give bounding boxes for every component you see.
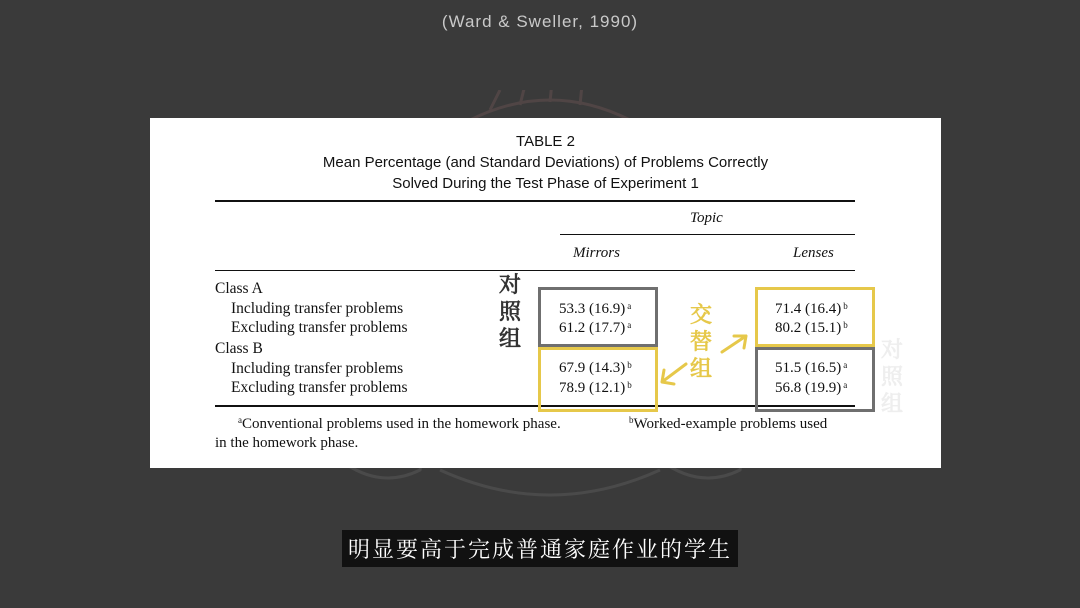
group-label-class-b: Class B bbox=[215, 340, 263, 357]
cell-lenses: 51.5 (16.5) $^a$ bbox=[775, 360, 848, 376]
cell-lenses: 80.2 (15.1) $^b$ bbox=[775, 320, 848, 336]
column-mirrors: Mirrors bbox=[573, 245, 620, 261]
highlight-box-alternate-a-lenses bbox=[755, 287, 875, 347]
topic-rule bbox=[560, 234, 855, 235]
row-label: Including transfer problems bbox=[231, 300, 404, 317]
table-number: TABLE 2 bbox=[516, 133, 575, 150]
footnote-b: $^b$Worked-example problems used bbox=[629, 415, 828, 432]
citation: (Ward & Sweller, 1990) bbox=[441, 12, 639, 31]
highlight-box-control-b-lenses bbox=[755, 347, 875, 412]
row-label: Excluding transfer problems bbox=[231, 319, 408, 336]
row-label: Including transfer problems bbox=[231, 360, 404, 377]
topic-header: Topic bbox=[690, 210, 723, 226]
label-alternate-group: 交 替 组 bbox=[690, 303, 713, 382]
cell-mirrors: 78.9 (12.1) $^b$ bbox=[559, 380, 632, 396]
row-label: Excluding transfer problems bbox=[231, 379, 408, 396]
cell-mirrors: 53.3 (16.9) $^a$ bbox=[559, 301, 632, 317]
footnote-line2: in the homework phase. bbox=[215, 435, 359, 451]
highlight-box-alternate-b-mirrors bbox=[538, 347, 658, 412]
cell-lenses: 71.4 (16.4) $^b$ bbox=[775, 301, 848, 317]
cell-lenses: 56.8 (19.9) $^a$ bbox=[775, 380, 848, 396]
arrow-icon-right bbox=[718, 330, 752, 358]
cell-mirrors: 67.9 (14.3) $^b$ bbox=[559, 360, 632, 376]
label-control-group-right: 对 照 组 bbox=[881, 338, 904, 417]
subtitle-text: 明显要高于完成普通家庭作业的学生 bbox=[342, 530, 738, 567]
group-label-class-a: Class A bbox=[215, 280, 263, 297]
subtitle-caption bbox=[0, 530, 1080, 567]
table-caption-line1: Mean Percentage (and Standard Deviations) of Problems Correctly bbox=[322, 154, 769, 171]
column-lenses: Lenses bbox=[793, 245, 834, 261]
header-rule bbox=[215, 270, 855, 271]
footnote-line1: $^a$Conventional problems used in the homework phase. bbox=[238, 415, 561, 432]
table-caption-line2: Solved During the Test Phase of Experiment 1 bbox=[392, 175, 699, 192]
highlight-box-control-a-mirrors bbox=[538, 287, 658, 347]
top-rule bbox=[215, 200, 855, 202]
arrow-icon-left bbox=[656, 358, 690, 388]
cell-mirrors: 61.2 (17.7) $^a$ bbox=[559, 320, 632, 336]
label-control-group-left: 对 照 组 bbox=[499, 273, 522, 352]
